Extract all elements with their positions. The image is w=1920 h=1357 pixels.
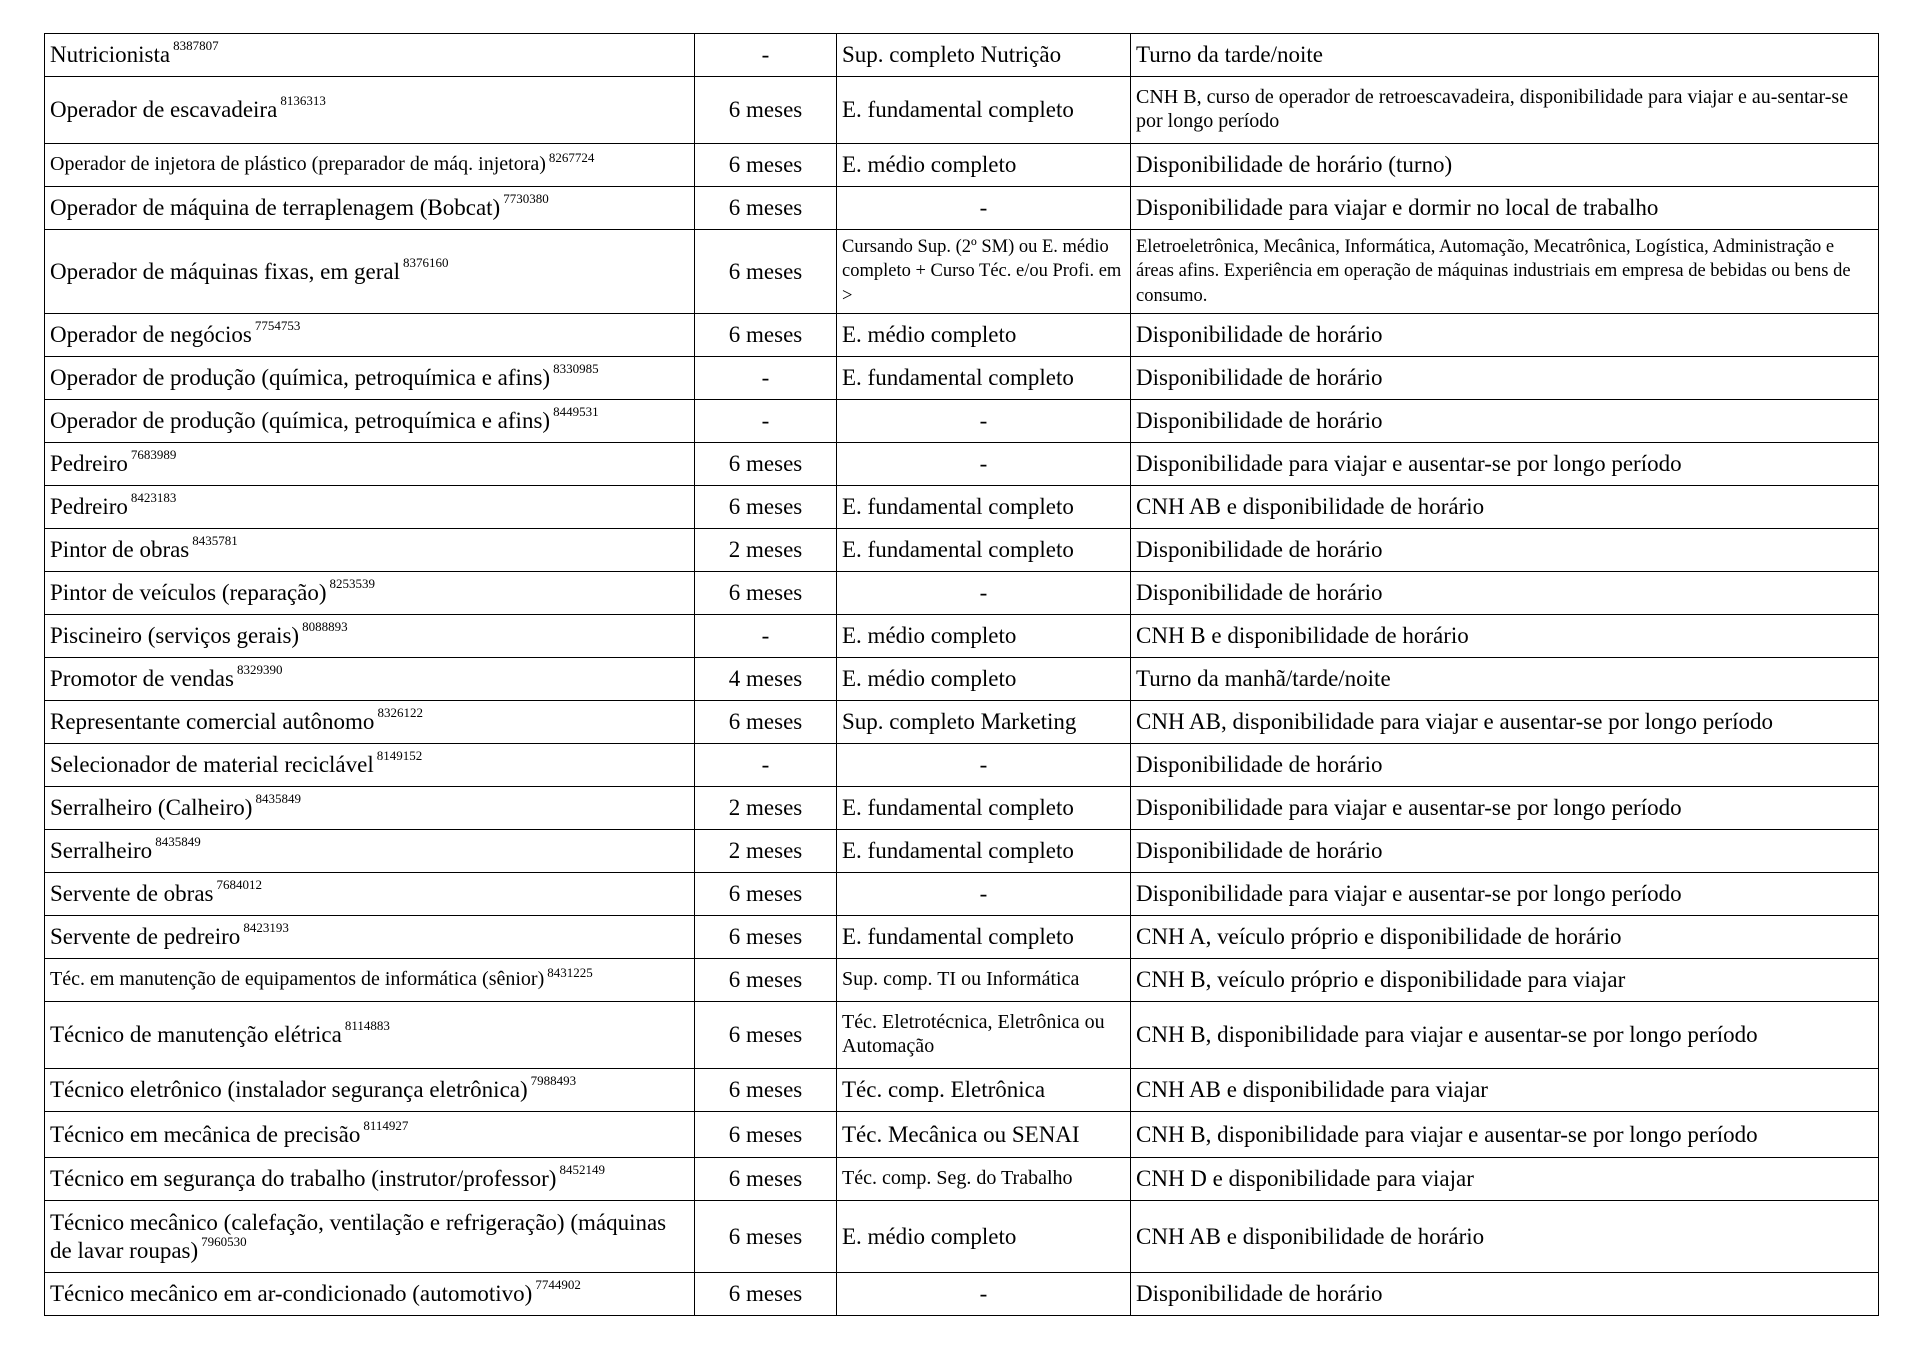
table-row	[45, 916, 1879, 959]
requirements-cell: Disponibilidade de horário	[1131, 572, 1879, 615]
job-code: 8423183	[130, 490, 177, 506]
experience-cell: -	[695, 744, 837, 787]
job-code: 8114927	[363, 1117, 409, 1133]
requirements-cell: Disponibilidade de horário	[1131, 744, 1879, 787]
education-cell: -	[837, 187, 1131, 230]
requirements-cell: Turno da tarde/noite	[1131, 34, 1879, 77]
table-row	[45, 658, 1879, 701]
job-title: Nutricionista	[50, 42, 171, 68]
requirements-cell: CNH B, curso de operador de retroescavadeira, disponibilidade para viajar e au-sentar-se por longo período	[1131, 77, 1879, 144]
experience-cell: 4 meses	[695, 658, 837, 701]
requirements-cell: CNH D e disponibilidade para viajar	[1131, 1158, 1879, 1201]
education-cell: Sup. completo Nutrição	[837, 34, 1131, 77]
table-row	[45, 529, 1879, 572]
experience-cell: -	[695, 34, 837, 77]
job-code: 8435781	[192, 533, 238, 549]
requirements-cell: CNH AB e disponibilidade de horário	[1131, 486, 1879, 529]
job-listings-table	[44, 33, 1879, 1316]
job-title-cell	[45, 615, 695, 658]
table-row	[45, 959, 1879, 1002]
table-row	[45, 572, 1879, 615]
requirements-cell: Disponibilidade de horário (turno)	[1131, 144, 1879, 187]
job-title-cell	[45, 1002, 695, 1069]
job-title: Operador de produção (química, petroquímica e afins)	[50, 365, 551, 391]
table-row	[45, 77, 1879, 144]
experience-cell: 6 meses	[695, 959, 837, 1002]
experience-cell: 6 meses	[695, 572, 837, 615]
job-title: Pintor de obras	[50, 537, 190, 563]
requirements-cell: Disponibilidade de horário	[1131, 314, 1879, 357]
job-code: 8435849	[155, 834, 201, 850]
job-title: Pintor de veículos (reparação)	[50, 580, 327, 606]
job-listings-body	[45, 34, 1879, 1316]
job-title: Operador de negócios	[50, 322, 252, 348]
job-title: Operador de máquina de terraplenagem (Bobcat)	[50, 195, 501, 221]
job-code: 7960530	[201, 1233, 247, 1249]
education-cell: -	[837, 744, 1131, 787]
table-row	[45, 357, 1879, 400]
job-code: 8435849	[255, 791, 301, 807]
job-code: 7744902	[535, 1277, 581, 1293]
job-title: Operador de escavadeira	[50, 97, 278, 123]
job-title-cell	[45, 658, 695, 701]
table-row	[45, 1069, 1879, 1112]
table-row	[45, 615, 1879, 658]
table-row	[45, 787, 1879, 830]
job-code: 7754753	[254, 318, 301, 334]
requirements-cell: CNH B e disponibilidade de horário	[1131, 615, 1879, 658]
job-code: 8149152	[376, 748, 423, 764]
job-title-cell	[45, 34, 695, 77]
job-title-cell	[45, 873, 695, 916]
job-title-cell	[45, 1201, 695, 1273]
job-title-cell	[45, 1112, 695, 1158]
job-title: Serralheiro (Calheiro)	[50, 795, 253, 821]
table-row	[45, 187, 1879, 230]
job-title-cell	[45, 77, 695, 144]
education-cell: Sup. completo Marketing	[837, 701, 1131, 744]
job-code: 8326122	[377, 705, 423, 721]
job-title-cell	[45, 572, 695, 615]
job-title: Operador de injetora de plástico (preparador de máq. injetora)	[50, 153, 546, 176]
education-cell: E. médio completo	[837, 144, 1131, 187]
education-cell: E. fundamental completo	[837, 357, 1131, 400]
job-title-cell	[45, 959, 695, 1002]
requirements-cell: CNH B, disponibilidade para viajar e ausentar-se por longo período	[1131, 1002, 1879, 1069]
job-title: Representante comercial autônomo	[50, 709, 375, 735]
education-cell: -	[837, 873, 1131, 916]
job-title: Pedreiro	[50, 451, 128, 477]
education-cell: E. fundamental completo	[837, 529, 1131, 572]
experience-cell: 2 meses	[695, 529, 837, 572]
education-cell: Téc. comp. Seg. do Trabalho	[837, 1158, 1131, 1201]
job-code: 8387807	[173, 38, 219, 54]
experience-cell: 6 meses	[695, 230, 837, 314]
education-cell: Sup. comp. TI ou Informática	[837, 959, 1131, 1002]
experience-cell: -	[695, 357, 837, 400]
experience-cell: -	[695, 400, 837, 443]
job-title-cell	[45, 701, 695, 744]
requirements-cell: Disponibilidade para viajar e dormir no local de trabalho	[1131, 187, 1879, 230]
table-row	[45, 744, 1879, 787]
job-title: Técnico mecânico (calefação, ventilação e refrigeração) (máquinas de lavar roupas)	[50, 1210, 667, 1263]
job-code: 8114883	[344, 1018, 390, 1034]
table-row	[45, 230, 1879, 314]
table-row	[45, 830, 1879, 873]
job-title-cell	[45, 1069, 695, 1112]
job-title-cell	[45, 357, 695, 400]
experience-cell: 2 meses	[695, 830, 837, 873]
education-cell: E. médio completo	[837, 1201, 1131, 1273]
experience-cell: 6 meses	[695, 1112, 837, 1158]
experience-cell: 6 meses	[695, 916, 837, 959]
experience-cell: 6 meses	[695, 314, 837, 357]
job-code: 8088893	[302, 619, 348, 635]
table-row	[45, 443, 1879, 486]
requirements-cell: CNH AB e disponibilidade de horário	[1131, 1201, 1879, 1273]
experience-cell: 6 meses	[695, 443, 837, 486]
table-row	[45, 1158, 1879, 1201]
requirements-cell: CNH AB, disponibilidade para viajar e ausentar-se por longo período	[1131, 701, 1879, 744]
experience-cell: 6 meses	[695, 1158, 837, 1201]
table-row	[45, 1273, 1879, 1316]
experience-cell: 6 meses	[695, 701, 837, 744]
job-title: Operador de produção (química, petroquímica e afins)	[50, 408, 551, 434]
education-cell: -	[837, 400, 1131, 443]
education-cell: -	[837, 443, 1131, 486]
job-title: Técnico em segurança do trabalho (instrutor/professor)	[50, 1166, 557, 1192]
job-code: 8431225	[547, 965, 593, 981]
experience-cell: 6 meses	[695, 873, 837, 916]
job-code: 8253539	[329, 576, 376, 592]
job-title-cell	[45, 443, 695, 486]
requirements-cell: CNH A, veículo próprio e disponibilidade de horário	[1131, 916, 1879, 959]
job-title-cell	[45, 314, 695, 357]
requirements-cell: Disponibilidade de horário	[1131, 1273, 1879, 1316]
table-row	[45, 1002, 1879, 1069]
job-code: 8267724	[548, 150, 595, 166]
table-row	[45, 873, 1879, 916]
requirements-cell: CNH AB e disponibilidade para viajar	[1131, 1069, 1879, 1112]
education-cell: Téc. Eletrotécnica, Eletrônica ou Automação	[837, 1002, 1131, 1069]
job-title-cell	[45, 1158, 695, 1201]
job-code: 8376160	[402, 254, 449, 270]
requirements-cell: Disponibilidade de horário	[1131, 400, 1879, 443]
table-row	[45, 1112, 1879, 1158]
experience-cell: 6 meses	[695, 1201, 837, 1273]
job-title: Piscineiro (serviços gerais)	[50, 623, 300, 649]
experience-cell: 6 meses	[695, 486, 837, 529]
job-title: Técnico mecânico em ar-condicionado (automotivo)	[50, 1281, 533, 1307]
education-cell: E. médio completo	[837, 615, 1131, 658]
job-code: 7730380	[503, 191, 549, 207]
job-title-cell	[45, 230, 695, 314]
job-code: 8423193	[243, 920, 289, 936]
education-cell: -	[837, 1273, 1131, 1316]
education-cell: Téc. Mecânica ou SENAI	[837, 1112, 1131, 1158]
job-title-cell	[45, 400, 695, 443]
job-code: 8136313	[280, 93, 326, 109]
job-title: Técnico de manutenção elétrica	[50, 1022, 342, 1048]
job-title-cell	[45, 187, 695, 230]
job-title: Operador de máquinas fixas, em geral	[50, 258, 400, 284]
job-title: Téc. em manutenção de equipamentos de informática (sênior)	[50, 968, 545, 991]
job-title: Serralheiro	[50, 838, 153, 864]
table-row	[45, 34, 1879, 77]
education-cell: E. médio completo	[837, 658, 1131, 701]
experience-cell: 6 meses	[695, 1002, 837, 1069]
job-title-cell	[45, 787, 695, 830]
table-row	[45, 701, 1879, 744]
job-code: 8330985	[553, 361, 599, 377]
job-title-cell	[45, 830, 695, 873]
job-title: Pedreiro	[50, 494, 128, 520]
experience-cell: 6 meses	[695, 187, 837, 230]
education-cell: E. fundamental completo	[837, 787, 1131, 830]
experience-cell: 2 meses	[695, 787, 837, 830]
experience-cell: 6 meses	[695, 77, 837, 144]
job-title: Técnico em mecânica de precisão	[50, 1121, 361, 1147]
job-listings-page	[44, 33, 1878, 1316]
education-cell: Cursando Sup. (2º SM) ou E. médio completo + Curso Téc. e/ou Profi. em >	[837, 230, 1131, 314]
job-title: Servente de obras	[50, 881, 214, 907]
job-title-cell	[45, 916, 695, 959]
table-row	[45, 314, 1879, 357]
requirements-cell: Turno da manhã/tarde/noite	[1131, 658, 1879, 701]
job-title-cell	[45, 529, 695, 572]
table-row	[45, 144, 1879, 187]
requirements-cell: CNH B, disponibilidade para viajar e ausentar-se por longo período	[1131, 1112, 1879, 1158]
table-row	[45, 1201, 1879, 1273]
requirements-cell: CNH B, veículo próprio e disponibilidade para viajar	[1131, 959, 1879, 1002]
requirements-cell: Disponibilidade de horário	[1131, 529, 1879, 572]
job-title-cell	[45, 1273, 695, 1316]
experience-cell: 6 meses	[695, 1273, 837, 1316]
table-row	[45, 400, 1879, 443]
education-cell: E. fundamental completo	[837, 77, 1131, 144]
job-title-cell	[45, 144, 695, 187]
education-cell: Téc. comp. Eletrônica	[837, 1069, 1131, 1112]
job-title-cell	[45, 744, 695, 787]
education-cell: E. fundamental completo	[837, 486, 1131, 529]
table-row	[45, 486, 1879, 529]
job-title: Técnico eletrônico (instalador segurança eletrônica)	[50, 1077, 528, 1103]
education-cell: E. fundamental completo	[837, 916, 1131, 959]
job-title: Selecionador de material reciclável	[50, 752, 374, 778]
education-cell: E. fundamental completo	[837, 830, 1131, 873]
experience-cell: -	[695, 615, 837, 658]
experience-cell: 6 meses	[695, 144, 837, 187]
job-code: 8329390	[236, 662, 283, 678]
job-title: Servente de pedreiro	[50, 924, 241, 950]
job-code: 7684012	[216, 877, 262, 893]
requirements-cell: Eletroeletrônica, Mecânica, Informática, Automação, Mecatrônica, Logística, Administração e áreas afins. Experiência em operação de máquinas industriais em empresa de bebidas ou bens de consumo.	[1131, 230, 1879, 314]
job-code: 7683989	[130, 447, 177, 463]
requirements-cell: Disponibilidade de horário	[1131, 830, 1879, 873]
requirements-cell: Disponibilidade para viajar e ausentar-se por longo período	[1131, 443, 1879, 486]
education-cell: -	[837, 572, 1131, 615]
job-code: 7988493	[530, 1073, 577, 1089]
experience-cell: 6 meses	[695, 1069, 837, 1112]
job-code: 8449531	[553, 404, 599, 420]
job-title-cell	[45, 486, 695, 529]
job-title: Promotor de vendas	[50, 666, 234, 692]
requirements-cell: Disponibilidade para viajar e ausentar-se por longo período	[1131, 787, 1879, 830]
job-code: 8452149	[559, 1162, 605, 1178]
education-cell: E. médio completo	[837, 314, 1131, 357]
requirements-cell: Disponibilidade para viajar e ausentar-se por longo período	[1131, 873, 1879, 916]
requirements-cell: Disponibilidade de horário	[1131, 357, 1879, 400]
